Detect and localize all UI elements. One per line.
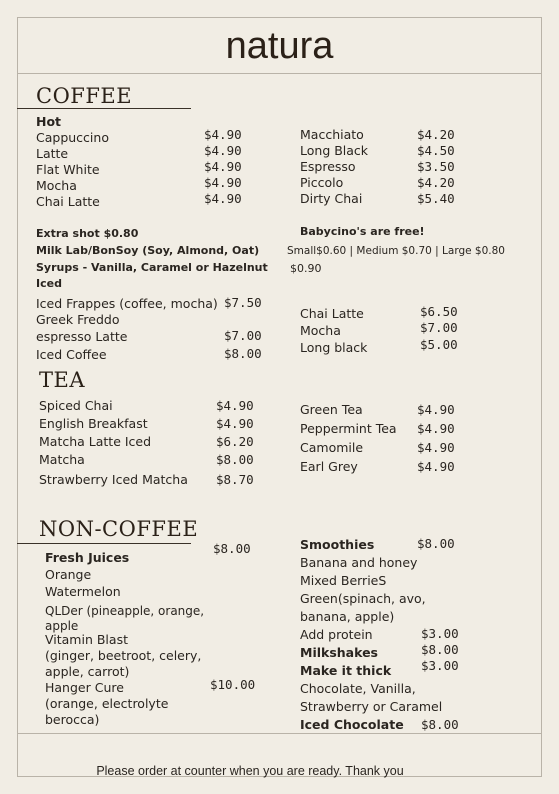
extra-shot: Extra shot $0.80 [36, 227, 139, 240]
menu-item-price: $8.70 [216, 472, 254, 487]
iced-label: Iced [36, 277, 62, 290]
iced-chocolate: Iced Chocolate [300, 717, 404, 732]
tea-title: TEA [39, 368, 86, 392]
menu-item-price: $4.90 [204, 127, 242, 142]
coffee-title: COFFEE [36, 84, 133, 108]
menu-item-price: $4.90 [216, 416, 254, 431]
menu-item-name: Green Tea [300, 402, 363, 417]
menu-item-name: Espresso [300, 159, 356, 174]
menu-item-name: English Breakfast [39, 416, 148, 431]
menu-item-name: Greek Freddo [36, 312, 120, 327]
menu-item-price: $7.00 [224, 328, 262, 343]
menu-item-name: Peppermint Tea [300, 421, 397, 436]
menu-item-name: Mocha [300, 323, 341, 338]
menu-item-name: Strawberry Iced Matcha [39, 472, 188, 487]
menu-item-name: Green(spinach, avo, [300, 591, 426, 606]
syrup-price: $0.90 [290, 262, 322, 275]
milkshakes-price: $8.00 [421, 642, 459, 657]
menu-item-price: $5.40 [417, 191, 455, 206]
menu-item-name: QLDer (pineapple, orange, [45, 604, 205, 618]
menu-item-name: Spiced Chai [39, 398, 113, 413]
menu-item-name: Dirty Chai [300, 191, 363, 206]
menu-item-name: Matcha [39, 452, 85, 467]
header-divider [17, 73, 542, 74]
babycino-sizes: Small$0.60 | Medium $0.70 | Large $0.80 [287, 245, 505, 257]
milk-options: Milk Lab/BonSoy (Soy, Almond, Oat) [36, 244, 260, 257]
menu-item-price: $8.00 [216, 452, 254, 467]
footer-note: Please order at counter when you are ready. Thank you [96, 764, 404, 778]
menu-item-price: $4.90 [417, 421, 455, 436]
menu-item-price: $4.20 [417, 127, 455, 142]
menu-item-name: Iced Coffee [36, 347, 107, 362]
menu-item-price: $7.00 [420, 320, 458, 335]
coffee-underline [17, 108, 191, 109]
footer-divider [17, 733, 542, 734]
menu-item-price: $6.20 [216, 434, 254, 449]
menu-item-desc: (orange, electrolyte [45, 696, 169, 711]
menu-item-name: Matcha Latte Iced [39, 434, 152, 449]
smoothies-title: Smoothies [300, 537, 375, 552]
make-thick: Make it thick [300, 663, 392, 678]
menu-item-price: $4.90 [417, 459, 455, 474]
menu-item-name: espresso Latte [36, 329, 128, 344]
menu-item-price: $3.50 [417, 159, 455, 174]
menu-item-name: Hanger Cure [45, 680, 124, 695]
menu-item-price: $4.50 [417, 143, 455, 158]
menu-item-price: $7.50 [224, 295, 262, 310]
menu-item-price: $4.90 [204, 191, 242, 206]
menu-item-price: $4.90 [216, 398, 254, 413]
non-coffee-underline [17, 543, 191, 544]
juices-price: $8.00 [213, 541, 251, 556]
menu-item-name: Cappuccino [36, 130, 109, 145]
menu-item-desc: Chocolate, Vanilla, [300, 681, 416, 696]
milkshakes-title: Milkshakes [300, 645, 378, 660]
iced-chocolate-price: $8.00 [421, 717, 459, 732]
protein-price: $3.00 [421, 626, 459, 641]
thick-price: $3.00 [421, 658, 459, 673]
menu-item-price: $4.90 [417, 402, 455, 417]
non-coffee-title: NON-COFFEE [39, 517, 199, 541]
menu-item-name: Long black [300, 340, 368, 355]
menu-item-name: Chai Latte [300, 306, 364, 321]
smoothies-price: $8.00 [417, 536, 455, 551]
menu-item-name: Earl Grey [300, 459, 358, 474]
babycino-note: Babycino's are free! [300, 225, 425, 238]
menu-item-desc: berocca) [45, 712, 100, 727]
menu-item-price: $4.20 [417, 175, 455, 190]
brand-logo: natura [225, 25, 334, 67]
menu-item-desc: Strawberry or Caramel [300, 699, 443, 714]
menu-item-desc: (ginger, beetroot, celery, [45, 648, 202, 663]
menu-item-name: Banana and honey [300, 555, 418, 570]
menu-item-name: Mixed BerrieS [300, 573, 387, 588]
hanger-price: $10.00 [210, 677, 256, 692]
menu-item-name: Add protein [300, 627, 373, 642]
menu-item-desc: banana, apple) [300, 609, 395, 624]
menu-item-name: Watermelon [45, 584, 121, 599]
hot-label: Hot [36, 114, 62, 129]
menu-item-name: Long Black [300, 143, 369, 158]
menu-item-name: Flat White [36, 162, 100, 177]
menu-item-price: $6.50 [420, 304, 458, 319]
menu-item-name: Macchiato [300, 127, 364, 142]
menu-item-name: Camomile [300, 440, 364, 455]
menu-item-name: Chai Latte [36, 194, 100, 209]
menu-item-name: Piccolo [300, 175, 344, 190]
menu-item-price: $5.00 [420, 337, 458, 352]
menu-item-price: $8.00 [224, 346, 262, 361]
menu-item-price: $4.90 [417, 440, 455, 455]
menu-item-name: Latte [36, 146, 69, 161]
menu-item-price: $4.90 [204, 175, 242, 190]
syrup-options: Syrups - Vanilla, Caramel or Hazelnut [36, 261, 268, 274]
menu-item-name: Iced Frappes (coffee, mocha) [36, 296, 218, 311]
menu-item-name: Mocha [36, 178, 77, 193]
menu-item-price: $4.90 [204, 159, 242, 174]
menu-item-price: $4.90 [204, 143, 242, 158]
menu-item-name: apple [45, 619, 79, 633]
juices-title: Fresh Juices [45, 550, 130, 565]
menu-item-name: Vitamin Blast [45, 632, 128, 647]
menu-item-name: Orange [45, 567, 92, 582]
menu-item-desc: apple, carrot) [45, 664, 130, 679]
